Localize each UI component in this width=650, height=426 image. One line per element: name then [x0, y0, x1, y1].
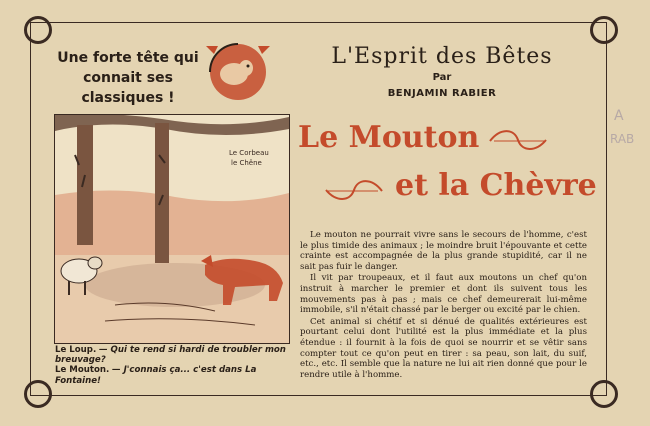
tagline-line: Une forte tête qui [57, 50, 199, 66]
margin-note-line: A [614, 108, 624, 124]
margin-note-line: RAB [610, 132, 635, 146]
fable-title-line1: Le Mouton [298, 120, 480, 155]
corner-ornament-icon [24, 380, 52, 408]
illustration-label: le Chêne [231, 159, 262, 167]
illustration [54, 114, 290, 344]
body-paragraph: Cet animal si chétif et si dénué de qualités extérieures est pourtant celui dont l'utilité est la plus immédiate et la plus étendue : il fournit à la fois de quoi se nourrir et se vêtir sans compter tout ce qu'on peut en tirer : sa peau, son lait, du suif, etc., etc. Il semble que la nature ne lui ait rien donné que pour le rendre utile à l'homme. [300, 316, 587, 380]
page-title: L'Esprit des Bêtes [331, 44, 553, 69]
caption-speaker: Le Mouton. [55, 365, 110, 376]
caption-line [55, 365, 295, 385]
corner-ornament-icon [590, 16, 618, 44]
caption-speaker: Le Loup. [55, 345, 97, 355]
medallion-icon [204, 38, 272, 106]
article-body [300, 230, 587, 381]
caption-text: — J'connais ça... c'est dans La Fontaine! [55, 365, 257, 386]
illustration-caption [55, 345, 295, 386]
fable-illustration-image [55, 115, 289, 343]
byline-par: Par [432, 72, 452, 83]
author-name: BENJAMIN RABIER [387, 88, 497, 99]
caption-text: — Qui te rend si hardi de troubler mon breuvage? [55, 345, 286, 366]
illustration-label: Le Corbeau [229, 149, 269, 157]
fable-title-line2: et la Chèvre [395, 168, 597, 203]
caption-line [55, 345, 295, 365]
flourish-icon [322, 176, 384, 206]
flourish-icon [488, 126, 550, 156]
body-paragraph: Le mouton ne pourrait vivre sans le secours de l'homme, c'est le plus timide des animaux ; le moindre bruit l'épouvante et cette crainte est accompagnée de la plus grande stupidité, car il ne sait pas fuir le danger. [300, 230, 587, 272]
corner-ornament-icon [590, 380, 618, 408]
body-paragraph: Il vit par troupeaux, et il faut aux moutons un chef qu'on instruit à marcher le premier et dont ils suivent tous les mouvements pas à pas ; mais ce chef demeurerait lui-même immobile, s'il n'était chassé par le berger ou excité par le chien. [300, 273, 587, 316]
tagline [48, 48, 208, 108]
tagline-line: connait ses classiques ! [81, 70, 175, 106]
corner-ornament-icon [24, 16, 52, 44]
